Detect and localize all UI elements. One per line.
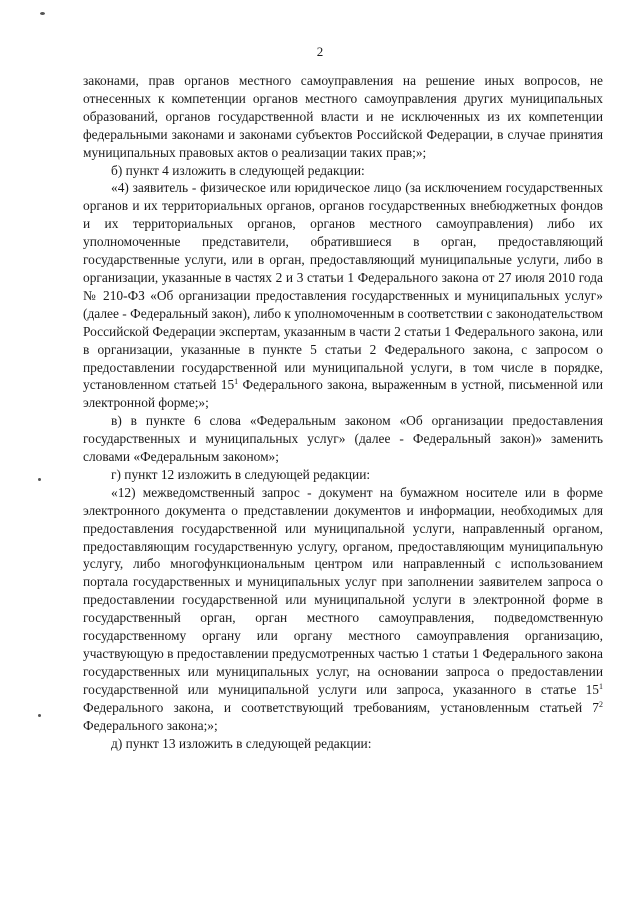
paragraph-text: «4) заявитель - физическое или юридическое лицо (за исключением государственных органов и их территориальных органов, органов государственных внебюджетных фондов и их территориальных органов, органов местного самоуправления) либо их уполномоченные представители, обратившиеся в орган, предоставляющий государственные услуги, или в орган, предоставляющий муниципальные услуги, либо в организации, указанные в частях 2 и 3 статьи 1 Федерального закона от 27 июля 2010 года № 210-ФЗ «Об организации предоставления государственных и муниципальных услуг» (далее - Федеральный закон), либо к уполномоченным в соответствии с законодательством Российской Федерации экспертам, указанным в части 2 статьи 1 Федерального закона, или в организации, указанные в пункте 5 статьи 2 Федерального закона, с запросом о предоставлении государственной или муниципальной услуги, в том числе в порядке, установленном статьей 15 <box>83 180 603 393</box>
superscript: 1 <box>599 681 603 691</box>
superscript: 1 <box>234 377 239 387</box>
document-body <box>83 72 603 752</box>
paragraph-text: «12) межведомственный запрос - документ на бумажном носителе или в форме электронного документа о представлении документов и информации, необходимых для предоставления государственной или муниципальной услуги, направленный органом, предоставляющим государственную услугу, органом, предоставляющим муниципальную услугу, либо многофункциональным центром или направленный с использованием портала государственных и муниципальных услуг при заполнении заявителем запроса о предоставлении государственной или муниципальной услуги в электронной форме в государственный орган, орган местного самоуправления, подведомственную государственному органу или органу местного самоуправления организацию, участвующую в предоставлении предусмотренных частью 1 статьи 1 Федерального закона государственных или муниципальных услуг, на основании запроса о предоставлении государственной или муниципальной услуги или запроса, указанного в статье 15 <box>83 484 603 697</box>
paragraph-item-d: д) пункт 13 изложить в следующей редакции: <box>111 735 372 751</box>
paragraph-item-12 <box>83 484 603 735</box>
scan-mark <box>38 478 41 481</box>
paragraph-item-g: г) пункт 12 изложить в следующей редакции: <box>111 466 371 482</box>
paragraph-item-b: б) пункт 4 изложить в следующей редакции: <box>111 162 365 178</box>
page-number: 2 <box>316 44 324 59</box>
paragraph-item-v: в) в пункте 6 слова «Федеральным законом «Об организации предоставления государственных и муниципальных услуг» (далее - Федеральный закон)» заменить словами «Федеральным законом»; <box>83 413 603 465</box>
paragraph-text: Федерального закона;»; <box>83 717 218 733</box>
paragraph-text: Федерального закона, выраженным в устной, письменной или электронной форме;»; <box>83 377 604 411</box>
paragraph-text: Федерального закона, и соответствующий требованиям, установленным статьей 7 <box>83 699 599 715</box>
scan-mark <box>38 714 41 717</box>
superscript: 2 <box>599 699 603 709</box>
scan-mark <box>40 12 45 15</box>
paragraph-continuation: законами, прав органов местного самоуправления на решение иных вопросов, не отнесенных к компетенции органов местного самоуправления других муниципальных образований, органов государственной власти и не исключенных из их компетенции федеральными законами и законами субъектов Российской Федерации, в случае принятия муниципальных правовых актов о реализации таких прав;»; <box>83 73 603 160</box>
paragraph-item-4 <box>83 179 603 412</box>
